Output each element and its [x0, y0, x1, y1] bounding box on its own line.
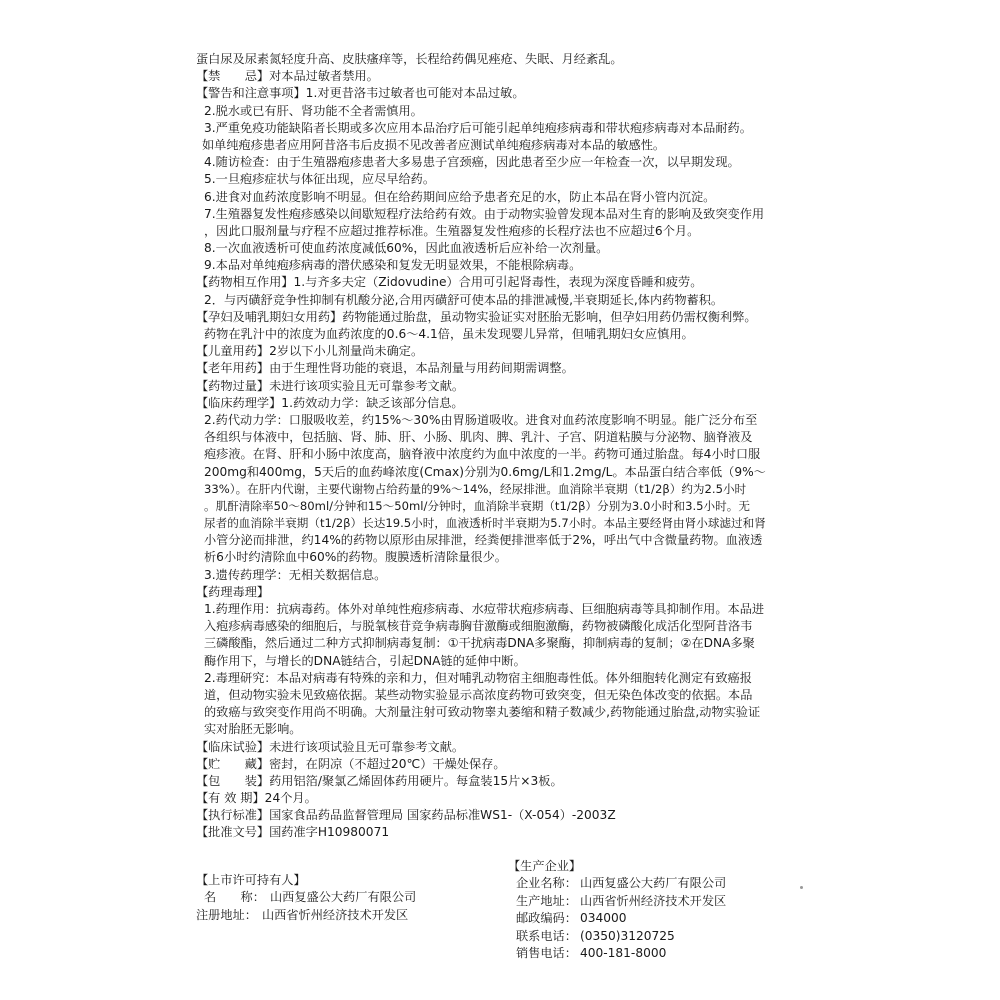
holder-name: [196, 889, 496, 906]
producer-postcode-label: 邮政编码：: [516, 911, 577, 926]
producer-address: [508, 893, 808, 910]
section-pregnancy: 【孕妇及哺乳期妇女用药】药物能通过胎盘，虽动物实验证实对胚胎无影响，但孕妇用药仍需权衡利弊。: [196, 309, 757, 324]
holder-address: [196, 907, 496, 924]
section-interactions: 【药物相互作用】1.与齐多夫定（Zidovudine）合用可引起肾毒性，表现为深度昏睡和疲劳。: [196, 275, 703, 290]
text-line: 33%）。在肝内代谢，主要代谢物占给药量的9%～14%，经尿排泄。血消除半衰期（t1/2β）约为2.5小时: [204, 481, 747, 496]
holder-address-value: 山西省忻州经济技术开发区: [262, 907, 409, 922]
leaflet-body: [196, 51, 802, 842]
text-line: 疱疹液。在肾、肝和小肠中浓度高，脑脊液中浓度约为血中浓度的一半。药物可通过胎盘。每4小时口服: [204, 447, 761, 462]
producer-address-label: 生产地址：: [516, 893, 577, 908]
text-line: 2．与丙磺舒竞争性抑制有机酸分泌,合用丙磺舒可使本品的排泄减慢,半衰期延长,体内药物蓄积。: [204, 292, 724, 307]
producer-phone-label: 联系电话：: [516, 928, 577, 943]
producer-sales-label: 销售电话：: [516, 945, 577, 960]
text-line: 道，但动物实验未见致癌依据。某些动物实验显示高浓度药物可致突变，但无染色体改变的依据。本品: [204, 687, 753, 702]
text-line: 4.随访检查：由于生殖器疱疹患者大多易患子宫颈癌，因此患者至少应一年检查一次，以早期发现。: [204, 155, 740, 170]
section-shelf-life: 【有 效 期】24个月。: [196, 791, 317, 806]
text-line: 尿者的血消除半衰期（t1/2β）长达19.5小时，血液透析时半衰期为5.7小时。本品主要经肾由肾小球滤过和肾: [204, 516, 766, 531]
producer-postcode-value: 034000: [580, 911, 627, 926]
section-storage: 【贮 藏】密封，在阴凉（不超过20℃）干燥处保存。: [196, 756, 506, 771]
text-line: 6.进食对血药浓度影响不明显。但在给药期间应给予患者充足的水，防止本品在肾小管内沉淀。: [204, 189, 716, 204]
holder-heading: 【上市许可持有人】: [196, 873, 306, 887]
text-line: 。肌酐清除率50～80ml/分钟和15～50ml/分钟时，血消除半衰期（t1/2β）分别为3.0小时和3.5小时。无: [204, 498, 750, 513]
producer-phone: [508, 928, 808, 945]
holder-name-value: 山西复盛公大药厂有限公司: [270, 890, 417, 905]
text-line: 3.遗传药理学：无相关数据信息。: [204, 567, 387, 582]
section-clinical-trials: 【临床试验】未进行该项试验且无可靠参考文献。: [196, 739, 465, 754]
text-line: 如单纯疱疹患者应用阿昔洛韦后皮损不见改善者应测试单纯疱疹病毒对本品的敏感性。: [202, 137, 666, 152]
text-line: 的致癌与致突变作用尚不明确。大剂量注射可致动物睾丸萎缩和精子数减少,药物能通过胎盘,动物实验证: [204, 705, 761, 720]
text-line: ，因此口服剂量与疗程不应超过推荐标准。生殖器复发性疱疹的长程疗法也不应超过6个月。: [204, 223, 700, 238]
producer-company-value: 山西复盛公大药厂有限公司: [580, 876, 727, 891]
holder-name-label: 名 称：: [204, 890, 265, 905]
section-warnings: 【警告和注意事项】1.对更昔洛韦过敏者也可能对本品过敏。: [196, 86, 525, 101]
text-line: 三磷酸酯，然后通过二种方式抑制病毒复制：①干扰病毒DNA多聚酶，抑制病毒的复制；②在DNA多聚: [204, 636, 755, 651]
text-line: 药物在乳汁中的浓度为血药浓度的0.6～4.1倍，虽未发现婴儿异常，但哺乳期妇女应慎用。: [204, 327, 694, 341]
producer-address-value: 山西省忻州经济技术开发区: [580, 893, 727, 908]
text-line: 小管分泌而排泄，约14%的药物以原形由尿排泄，经粪便排泄率低于2%，呼出气中含微量药物。血液透: [204, 533, 763, 548]
text-line: 各组织与体液中，包括脑、肾、肺、肝、小肠、肌肉、脾、乳汁、子宫、阴道粘膜与分泌物、脑脊液及: [204, 430, 753, 445]
text-line: 7.生殖器复发性疱疹感染以间歇短程疗法给药有效。由于动物实验曾发现本品对生育的影响及致突变作用: [204, 206, 765, 221]
section-pediatric: 【儿童用药】2岁以下小儿剂量尚未确定。: [196, 344, 424, 359]
section-approval-number: 【批准文号】国药准字H10980071: [196, 825, 390, 840]
text-line: 8.一次血液透析可使血药浓度减低60%，因此血液透析后应补给一次剂量。: [204, 241, 609, 256]
producer-phone-value: (0350)3120725: [580, 928, 675, 943]
producer-heading: 【生产企业】: [508, 859, 582, 873]
text-line: 3.严重免疫功能缺陷者长期或多次应用本品治疗后可能引起单纯疱疹病毒和带状疱疹病毒对本品耐药。: [204, 120, 752, 135]
text-line: 5.一旦疱疹症状与体征出现，应尽早给药。: [204, 172, 436, 187]
text-line: 1.药理作用：抗病毒药。体外对单纯性疱疹病毒、水痘带状疱疹病毒、巨细胞病毒等具抑制作用。本品进: [204, 602, 765, 616]
text-line: 实对胎胚无影响。: [204, 722, 302, 737]
text-line: 蛋白尿及尿素氮轻度升高、皮肤瘙痒等，长程给药偶见痤疮、失眠、月经紊乱。: [196, 52, 623, 66]
text-line: 2.脱水或已有肝、肾功能不全者需慎用。: [204, 103, 423, 118]
print-speck: [800, 886, 803, 889]
text-line: 2.药代动力学：口服吸收差，约15%～30%由胃肠道吸收。进食对血药浓度影响不明显。能广泛分布至: [204, 412, 758, 427]
text-line: 200mg和400mg，5天后的血药峰浓度(Cmax)分别为0.6mg/L和1.2mg/L。本品蛋白结合率低（9%～: [204, 464, 766, 479]
section-pharmacology-toxicology: 【药理毒理】: [196, 584, 270, 599]
section-contraindications: 【禁 忌】对本品过敏者禁用。: [196, 69, 379, 84]
producer-sales-phone: [508, 945, 808, 962]
license-holder: [196, 872, 496, 924]
text-line: 析6小时约清除血中60%的药物。腹膜透析清除量很少。: [204, 550, 507, 565]
section-packaging: 【包 装】药用铝箔/聚氯乙烯固体药用硬片。每盒装15片×3板。: [196, 773, 563, 788]
company-info: [196, 858, 802, 978]
section-overdose: 【药物过量】未进行该项实验且无可靠参考文献。: [196, 378, 465, 393]
producer-company: [508, 875, 808, 892]
holder-address-label: 注册地址：: [196, 907, 257, 922]
section-geriatric: 【老年用药】由于生理性肾功能的衰退，本品剂量与用药间期需调整。: [196, 361, 574, 376]
producer-sales-value: 400-181-8000: [580, 945, 667, 960]
producer-company-label: 企业名称：: [516, 876, 577, 891]
section-clinical-pharmacology: 【临床药理学】1.药效动力学：缺乏该部分信息。: [196, 395, 464, 410]
text-line: 9.本品对单纯疱疹病毒的潜伏感染和复发无明显效果，不能根除病毒。: [204, 258, 582, 273]
text-line: 入疱疹病毒感染的细胞后，与脱氧核苷竞争病毒胸苷激酶或细胞激酶，药物被磷酸化成活化型阿昔洛韦: [204, 619, 753, 634]
manufacturer: [508, 858, 808, 962]
text-line: 酶作用下，与增长的DNA链结合，引起DNA链的延伸中断。: [204, 653, 526, 668]
text-line: 2.毒理研究：本品对病毒有特殊的亲和力，但对哺乳动物宿主细胞毒性低。体外细胞转化测定有致癌报: [204, 670, 752, 685]
section-standard: 【执行标准】国家食品药品监督管理局 国家药品标准WS1-（X-054）-2003Z: [196, 808, 616, 823]
producer-postcode: [508, 910, 808, 927]
